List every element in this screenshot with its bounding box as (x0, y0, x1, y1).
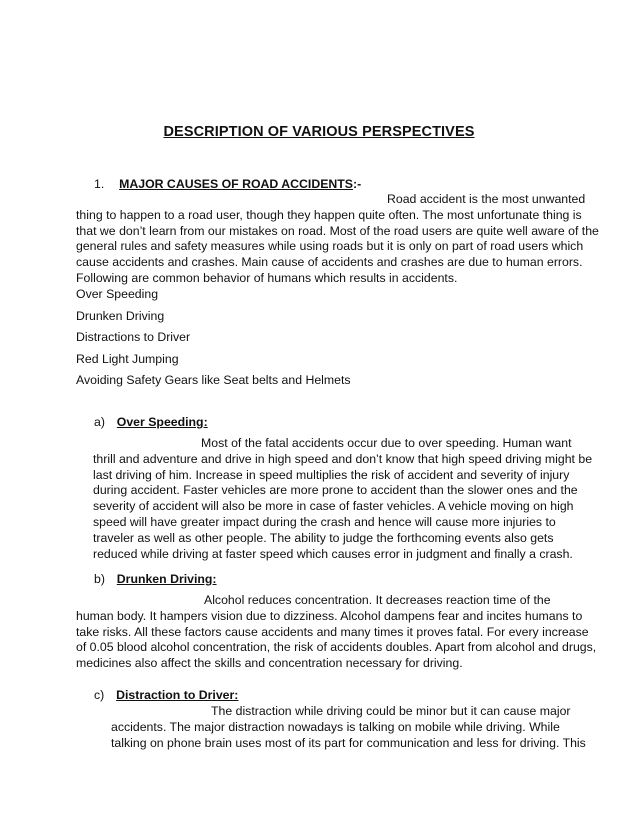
paragraph-line: Road accident is the most unwanted (387, 192, 586, 206)
paragraph-line: that we don’t learn from our mistakes on road. Most of the road users are quite well aware of the (76, 223, 599, 238)
subsection-a-heading (94, 415, 208, 431)
causes-list-item: Distractions to Driver (76, 330, 191, 344)
subsection-b-marker: b) (94, 572, 105, 586)
section-1-title: MAJOR CAUSES OF ROAD ACCIDENTS (119, 177, 353, 191)
section-1-paragraph (76, 192, 599, 287)
section-1-heading (94, 177, 361, 193)
paragraph-line: take risks. All these factors cause accidents and many times it proves fatal. For every increase (76, 624, 589, 639)
subsection-a-paragraph (93, 436, 592, 562)
subsection-b-title: Drunken Driving: (116, 572, 217, 586)
paragraph-line: last driving of him. Increase in speed multiplies the risk of accident and severity of injury (93, 467, 570, 482)
paragraph-line: human body. It hampers vision due to dizziness. Alcohol dampens fear and incites humans to (76, 608, 583, 623)
paragraph-line: traveler as well as other people. The ability to judge the forthcoming events also gets (93, 530, 554, 545)
section-1-number: 1. (94, 177, 105, 191)
causes-list-item: Red Light Jumping (76, 352, 179, 366)
page-title: DESCRIPTION OF VARIOUS PERSPECTIVES (163, 124, 475, 140)
paragraph-line: reduced while driving at faster speed which causes error in judgment and finally a crash. (93, 546, 573, 561)
causes-list-item: Avoiding Safety Gears like Seat belts and Helmets (76, 373, 351, 387)
paragraph-line: general rules and safety measures while using roads but it is only on part of road users which (76, 239, 584, 254)
section-1-title-suffix: :- (353, 177, 362, 191)
subsection-a-title: Over Speeding: (116, 415, 208, 429)
paragraph-line: speed will have greater impact during the crash and hence will cause more injuries to (93, 514, 556, 529)
paragraph-line: of 0.05 blood alcohol concentration, the risk of accidents doubles. Apart from alcohol and drugs, (76, 640, 597, 655)
paragraph-line: Most of the fatal accidents occur due to over speeding. Human want (201, 436, 572, 450)
paragraph-line: medicines also affect the skills and concentration necessary for driving. (76, 656, 463, 671)
paragraph-line: cause accidents and crashes. Main cause of accidents and crashes are due to human errors. (76, 255, 583, 270)
paragraph-line: Alcohol reduces concentration. It decreases reaction time of the (204, 593, 551, 607)
paragraph-line: thing to happen to a road user, though they happen quite often. The most unfortunate thing is (76, 207, 582, 222)
paragraph-line: Following are common behavior of humans which results in accidents. (76, 270, 458, 285)
causes-list-item: Over Speeding (76, 287, 159, 301)
causes-list-item: Drunken Driving (76, 309, 165, 323)
paragraph-line: severity of accident will also be more in case of faster vehicles. A vehicle moving on high (93, 499, 574, 514)
subsection-c-title: Distraction to Driver: (116, 688, 239, 702)
subsection-b-heading (94, 572, 217, 588)
paragraph-line: accidents. The major distraction nowadays is talking on mobile while driving. While (111, 719, 560, 734)
paragraph-line: talking on phone brain uses most of its part for communication and less for driving. This (111, 735, 586, 750)
subsection-c-heading (94, 688, 238, 704)
subsection-a-marker: a) (94, 415, 105, 429)
subsection-c-marker: c) (94, 688, 105, 702)
paragraph-line: The distraction while driving could be minor but it can cause major (211, 704, 571, 718)
subsection-c-paragraph (111, 704, 586, 751)
paragraph-line: during accident. Faster vehicles are more prone to accident than the slower ones and the (93, 483, 578, 498)
paragraph-line: thrill and adventure and drive in high speed and don’t know that high speed driving might be (93, 451, 593, 466)
subsection-b-paragraph (76, 593, 596, 672)
